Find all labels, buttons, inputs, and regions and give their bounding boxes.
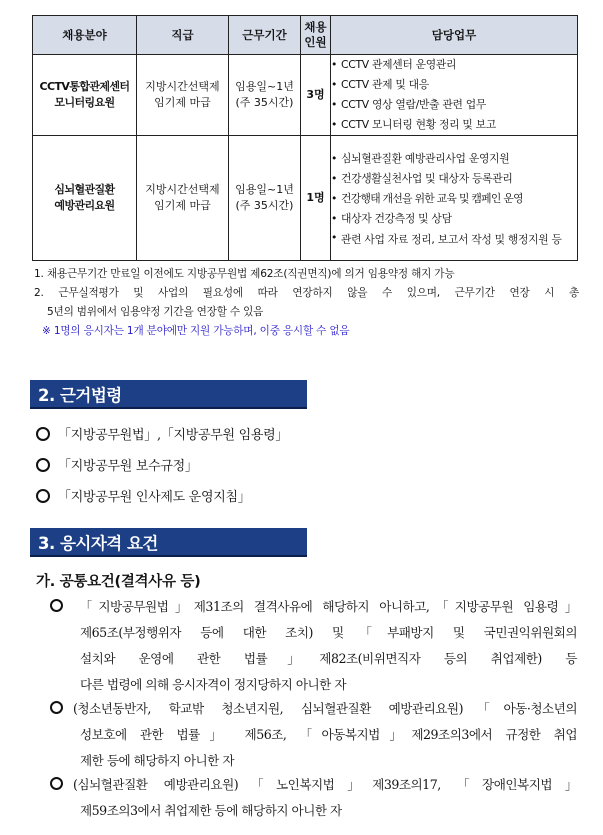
requirement-text: (청소년동반자, 학교밖 청소년지원, 심뇌혈관질환 예방관리요원)「아동·청소년의 — [73, 701, 577, 716]
duties-list — [331, 55, 577, 135]
law-text: 「지방공무원법」,「지방공무원 임용령」 — [58, 428, 289, 443]
duties-list — [331, 149, 577, 248]
requirement-item — [50, 696, 577, 774]
header-field: 채용분야 — [33, 16, 137, 55]
grade-line: 지방시간선택제 — [145, 183, 220, 196]
table-header-row — [33, 16, 578, 55]
duty-item: • CCTV 관제 및 대응 — [331, 75, 577, 95]
field-line: 모니터링요원 — [54, 96, 115, 109]
duty-item: • 심뇌혈관질환 예방관리사업 운영지원 — [331, 149, 577, 169]
law-text: 「지방공무원 보수규정」 — [58, 459, 198, 474]
period-line: (주 35시간) — [235, 199, 294, 212]
requirement-line — [50, 594, 577, 620]
note-1: 1. 채용근무기간 만료일 이전에도 지방공무원법 제62조(직권면직)에 의거 임용약정 해지 가능 — [34, 268, 455, 280]
circle-bullet-icon — [36, 458, 50, 472]
field-line: CCTV통합관제센터 — [39, 80, 130, 93]
note-2: 2. 근무실적평가 및 사업의 필요성에 따라 연장하지 않을 수 있으며, 근무기간 연장 시 총 — [34, 287, 579, 299]
grade-line: 임기제 마급 — [154, 96, 211, 109]
requirement-line: 제한 등에 해당하지 아니한 자 — [80, 753, 234, 768]
list-item — [36, 424, 288, 443]
requirement-line: 설치와 운영에 관한 법률」제82조(비위면직자 등의 취업제한) 등 — [80, 651, 577, 666]
duties-cell — [331, 136, 578, 261]
requirement-line: 다른 법령에 의해 응시자격이 정지당하지 아니한 자 — [80, 677, 346, 692]
grade-line: 지방시간선택제 — [145, 80, 220, 93]
header-grade: 직급 — [137, 16, 229, 55]
count-cell: 1명 — [301, 136, 331, 261]
circle-bullet-icon — [50, 599, 63, 612]
requirement-item — [50, 772, 577, 824]
count-cell: 3명 — [301, 55, 331, 136]
grade-cell — [137, 55, 229, 136]
duty-item: • CCTV 관제센터 운영관리 — [331, 55, 577, 75]
table-row — [33, 55, 578, 136]
section-2-header — [30, 380, 307, 409]
field-line: 심뇌혈관질환 — [54, 183, 115, 196]
duty-item: • CCTV 모니터링 현황 정리 및 보고 — [331, 115, 577, 135]
note-2-continued: 5년의 범위에서 임용약정 기간을 연장할 수 있음 — [47, 306, 264, 318]
table-notes — [34, 265, 579, 341]
table-row — [33, 136, 578, 261]
period-line: 임용일~1년 — [235, 80, 294, 93]
duty-item: • CCTV 영상 열람/반출 관련 업무 — [331, 95, 577, 115]
circle-bullet-icon — [36, 427, 50, 441]
field-cell — [33, 55, 137, 136]
field-line: 예방관리요원 — [54, 199, 115, 212]
duty-item: • 건강행태 개선을 위한 교육 및 캠페인 운영 — [331, 189, 577, 209]
section-2-title: 2. 근거법령 — [38, 386, 122, 405]
requirement-item — [50, 594, 577, 698]
recruitment-table — [32, 15, 578, 261]
duty-item: • 대상자 건강측정 및 상담 — [331, 209, 577, 229]
section-3-title: 3. 응시자격 요건 — [38, 534, 158, 553]
header-period: 근무기간 — [229, 16, 301, 55]
circle-bullet-icon — [36, 489, 50, 503]
requirement-text: (심뇌혈관질환 예방관리요원)「노인복지법」제39조의17, 「장애인복지법」 — [73, 777, 577, 792]
header-count: 채용 인원 — [301, 16, 331, 55]
requirement-line: 제65조(부정행위자 등에 대한 조치) 및「부패방지 및 국민권익위원회의 — [80, 625, 577, 640]
requirement-line — [50, 696, 577, 722]
section-3-header — [30, 528, 307, 557]
field-cell — [33, 136, 137, 261]
requirement-line — [50, 772, 577, 798]
requirement-text: 「지방공무원법」제31조의 결격사유에 해당하지 아니하고,「지방공무원 임용령」 — [73, 599, 577, 614]
period-cell — [229, 136, 301, 261]
subsection-title: 가. 공통요건(결격사유 등) — [36, 574, 201, 590]
duties-cell — [331, 55, 578, 136]
period-line: 임용일~1년 — [235, 183, 294, 196]
circle-bullet-icon — [50, 701, 63, 714]
list-item — [36, 455, 198, 474]
list-item — [36, 486, 250, 505]
period-line: (주 35시간) — [235, 96, 294, 109]
grade-cell — [137, 136, 229, 261]
circle-bullet-icon — [50, 777, 63, 790]
grade-line: 임기제 마급 — [154, 199, 211, 212]
header-duties: 담당업무 — [331, 16, 578, 55]
duty-item: • 관련 사업 자료 정리, 보고서 작성 및 행정지원 등 — [331, 229, 577, 248]
notice-star: ※ 1명의 응시자는 1개 분야에만 지원 가능하며, 이중 응시할 수 없음 — [42, 325, 350, 337]
requirement-line: 제59조의3에서 취업제한 등에 해당하지 아니한 자 — [80, 803, 342, 818]
law-text: 「지방공무원 인사제도 운영지침」 — [58, 490, 251, 505]
duty-item: • 건강생활실천사업 및 대상자 등록관리 — [331, 169, 577, 189]
requirement-line: 성보호에 관한 법률」 제56조, 「아동복지법」제29조의3에서 규정한 취업 — [80, 727, 577, 742]
period-cell — [229, 55, 301, 136]
